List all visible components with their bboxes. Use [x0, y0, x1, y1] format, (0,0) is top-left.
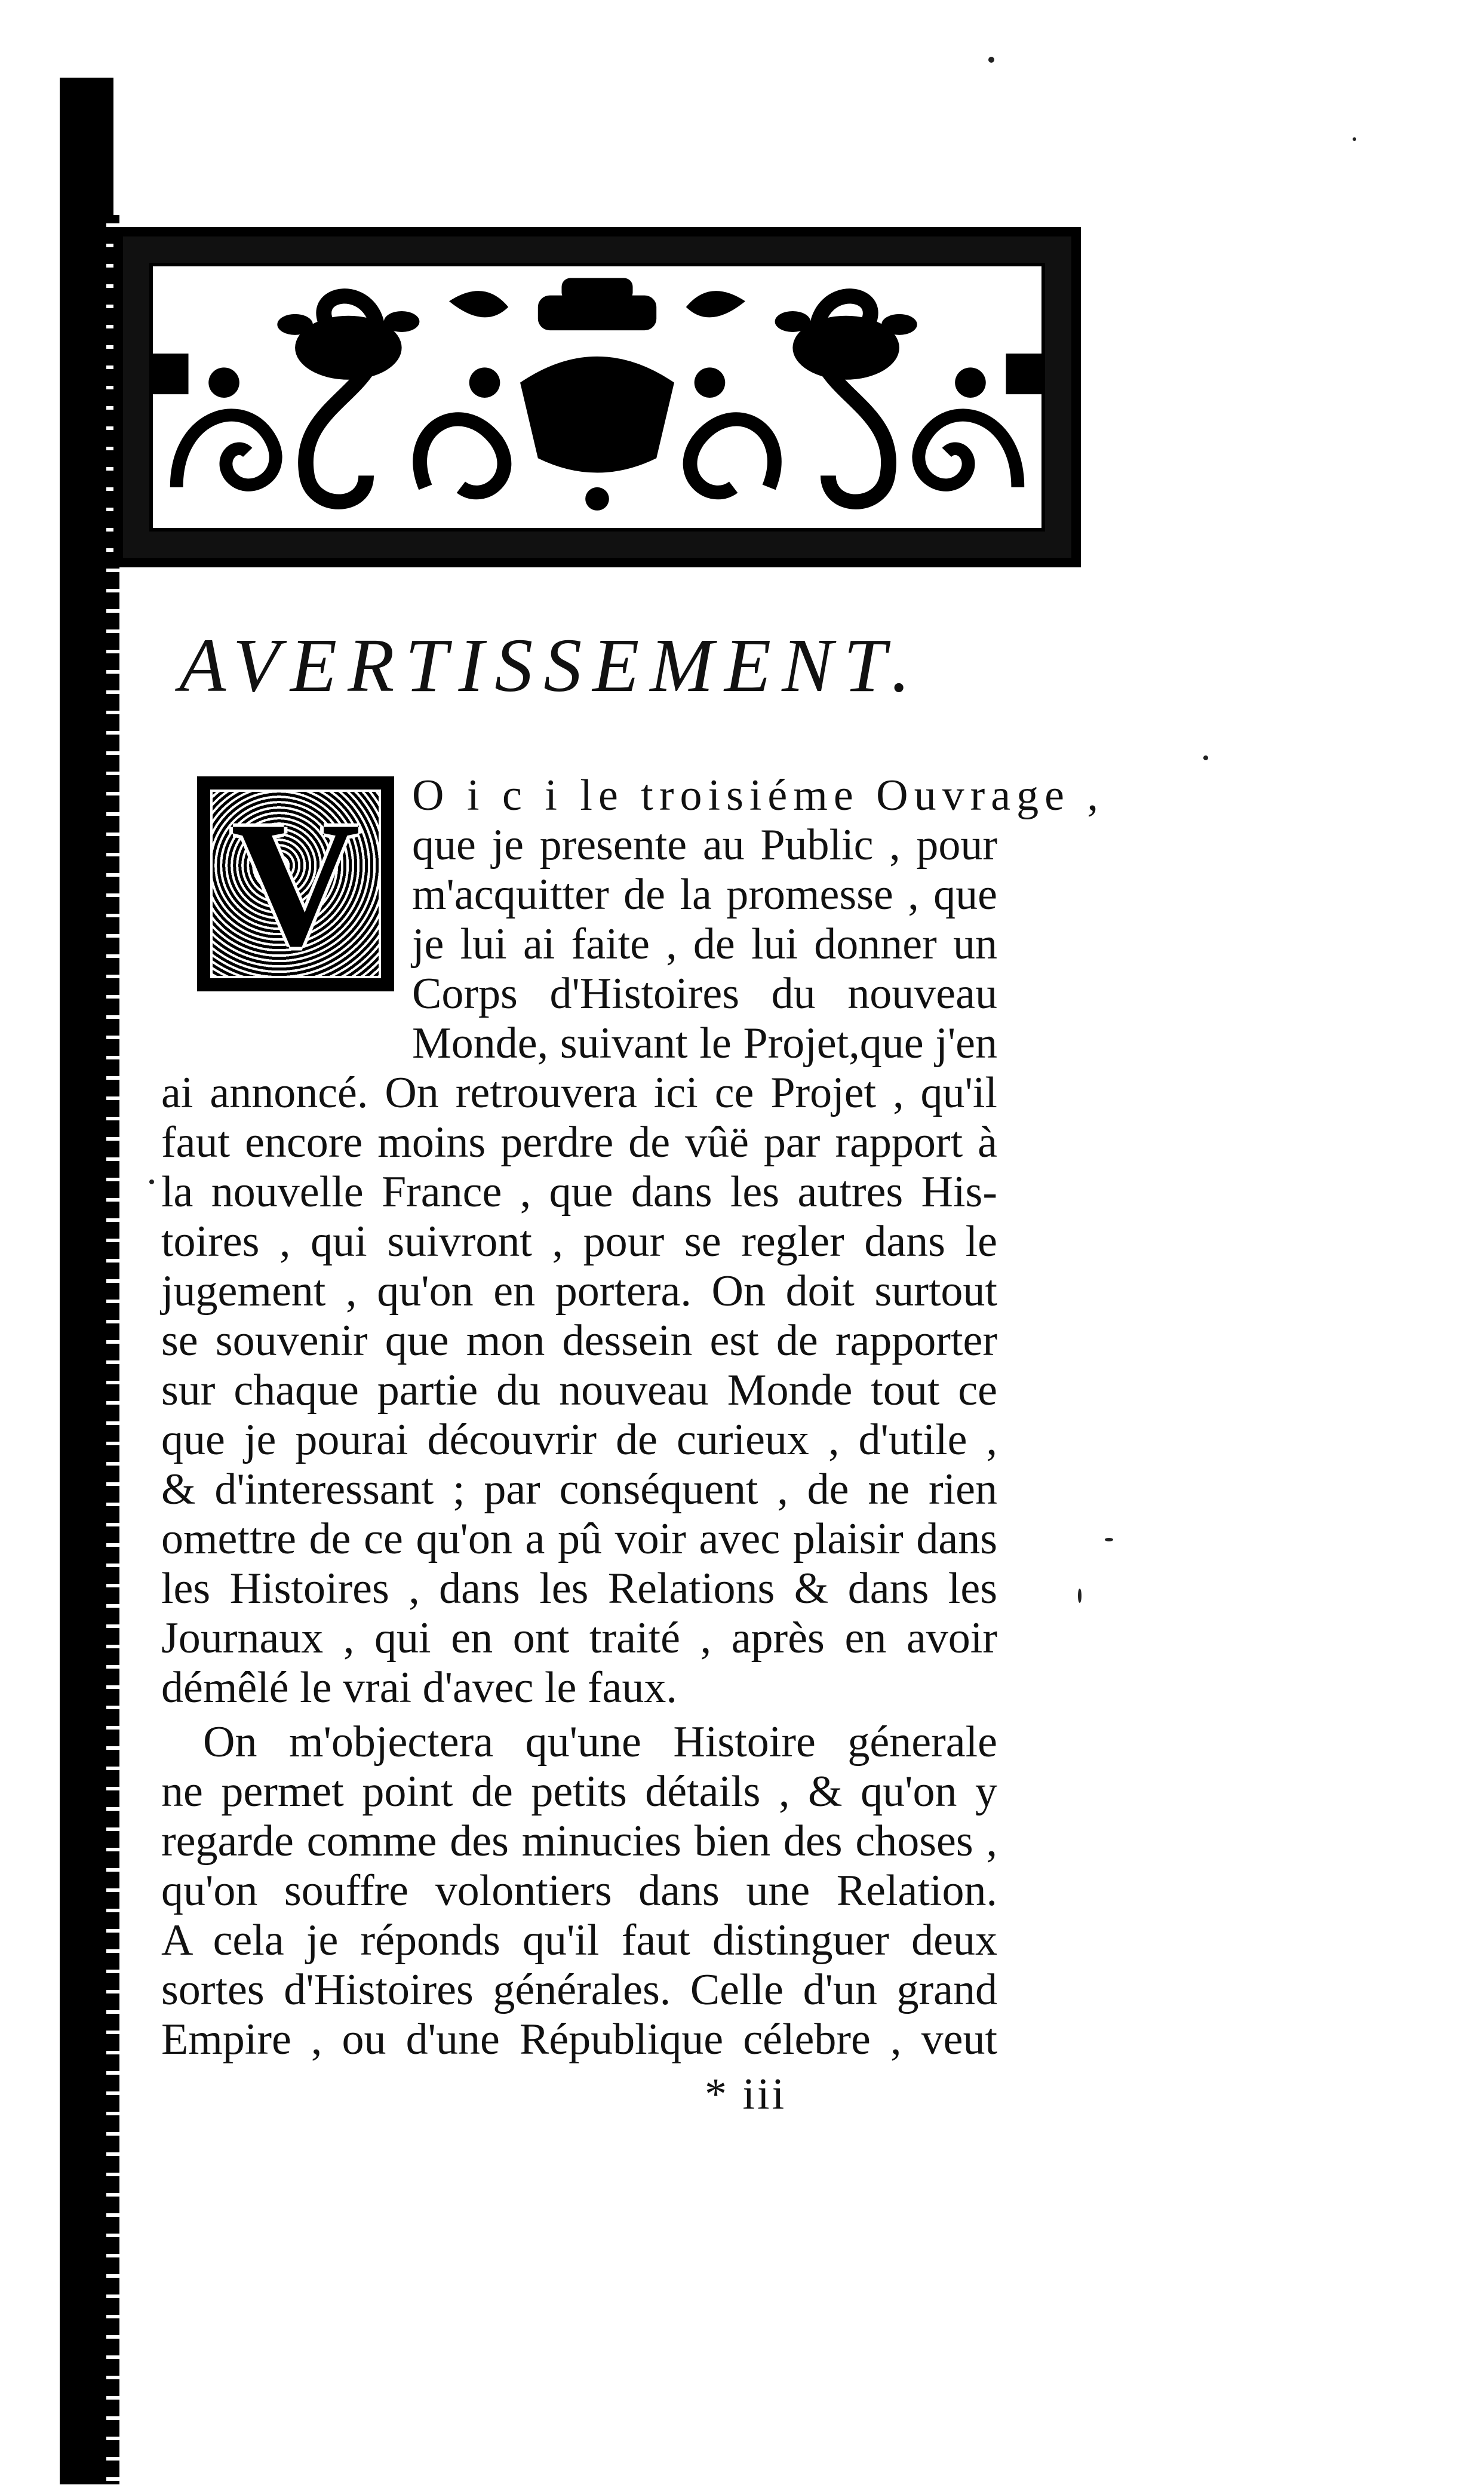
text-line: O i c i le troisiéme Ouvrage , — [412, 771, 1104, 820]
scan-speck — [1105, 1538, 1113, 1541]
scan-speck — [988, 57, 994, 63]
text-line: ne permet point de petits détails , & qu'on y — [161, 1767, 997, 1816]
text-line: sur chaque partie du nouveau Monde tout ce — [161, 1366, 997, 1415]
text-line: la nouvelle France , que dans les autres His- — [161, 1168, 997, 1217]
text-line: sortes d'Histoires générales. Celle d'un grand — [161, 1965, 997, 2014]
text-line: Monde, suivant le Projet,que j'en — [412, 1019, 997, 1068]
headpiece-engraving — [149, 263, 1045, 532]
text-line: On m'objectera qu'une Histoire génerale — [203, 1718, 997, 1767]
scan-speck — [1203, 755, 1208, 760]
text-line: ai annoncé. On retrouvera ici ce Projet , qu'il — [161, 1068, 997, 1117]
text-line: omettre de ce qu'on a pû voir avec plaisir dans — [161, 1515, 997, 1564]
page-heading: AVERTISSEMENT. — [179, 623, 921, 708]
text-line: Empire , ou d'une République célebre , veut — [161, 2015, 997, 2064]
ornamental-drop-cap — [197, 776, 394, 991]
text-line: A cela je réponds qu'il faut distinguer deux — [161, 1916, 997, 1965]
text-line: m'acquitter de la promesse , que — [412, 870, 997, 919]
signature-mark: * iii — [705, 2070, 787, 2119]
scrollwork-ornament — [153, 266, 1041, 528]
text-line: que je presente au Public , pour — [412, 821, 997, 870]
scan-speck — [1353, 137, 1356, 141]
text-line: je lui ai faite , de lui donner un — [412, 920, 997, 969]
page-binding-edge — [60, 78, 113, 2484]
text-line: qu'on souffre volontiers dans une Relation. — [161, 1866, 997, 1915]
text-line: Corps d'Histoires du nouveau — [412, 969, 997, 1018]
scan-speck — [1078, 1589, 1081, 1603]
text-line: regarde comme des minucies bien des choses , — [161, 1817, 997, 1866]
text-line: toires , qui suivront , pour se regler dans le — [161, 1217, 997, 1266]
text-line: Journaux , qui en ont traité , après en avoir — [161, 1614, 997, 1663]
drop-cap-frame — [210, 790, 381, 978]
scan-speck — [149, 1179, 154, 1184]
text-line: jugement , qu'on en portera. On doit surtout — [161, 1267, 997, 1316]
text-line: démêlé le vrai d'avec le faux. — [161, 1663, 677, 1712]
text-line: se souvenir que mon dessein est de rapporter — [161, 1316, 997, 1365]
text-line: les Histoires , dans les Relations & dans les — [161, 1564, 997, 1613]
ornamental-headpiece — [113, 227, 1081, 567]
text-line: faut encore moins perdre de vûë par rapport à — [161, 1118, 997, 1167]
drop-cap-letter: V — [231, 790, 361, 978]
text-line: & d'interessant ; par conséquent , de ne rien — [161, 1465, 997, 1514]
text-line: que je pourai découvrir de curieux , d'utile , — [161, 1415, 997, 1464]
